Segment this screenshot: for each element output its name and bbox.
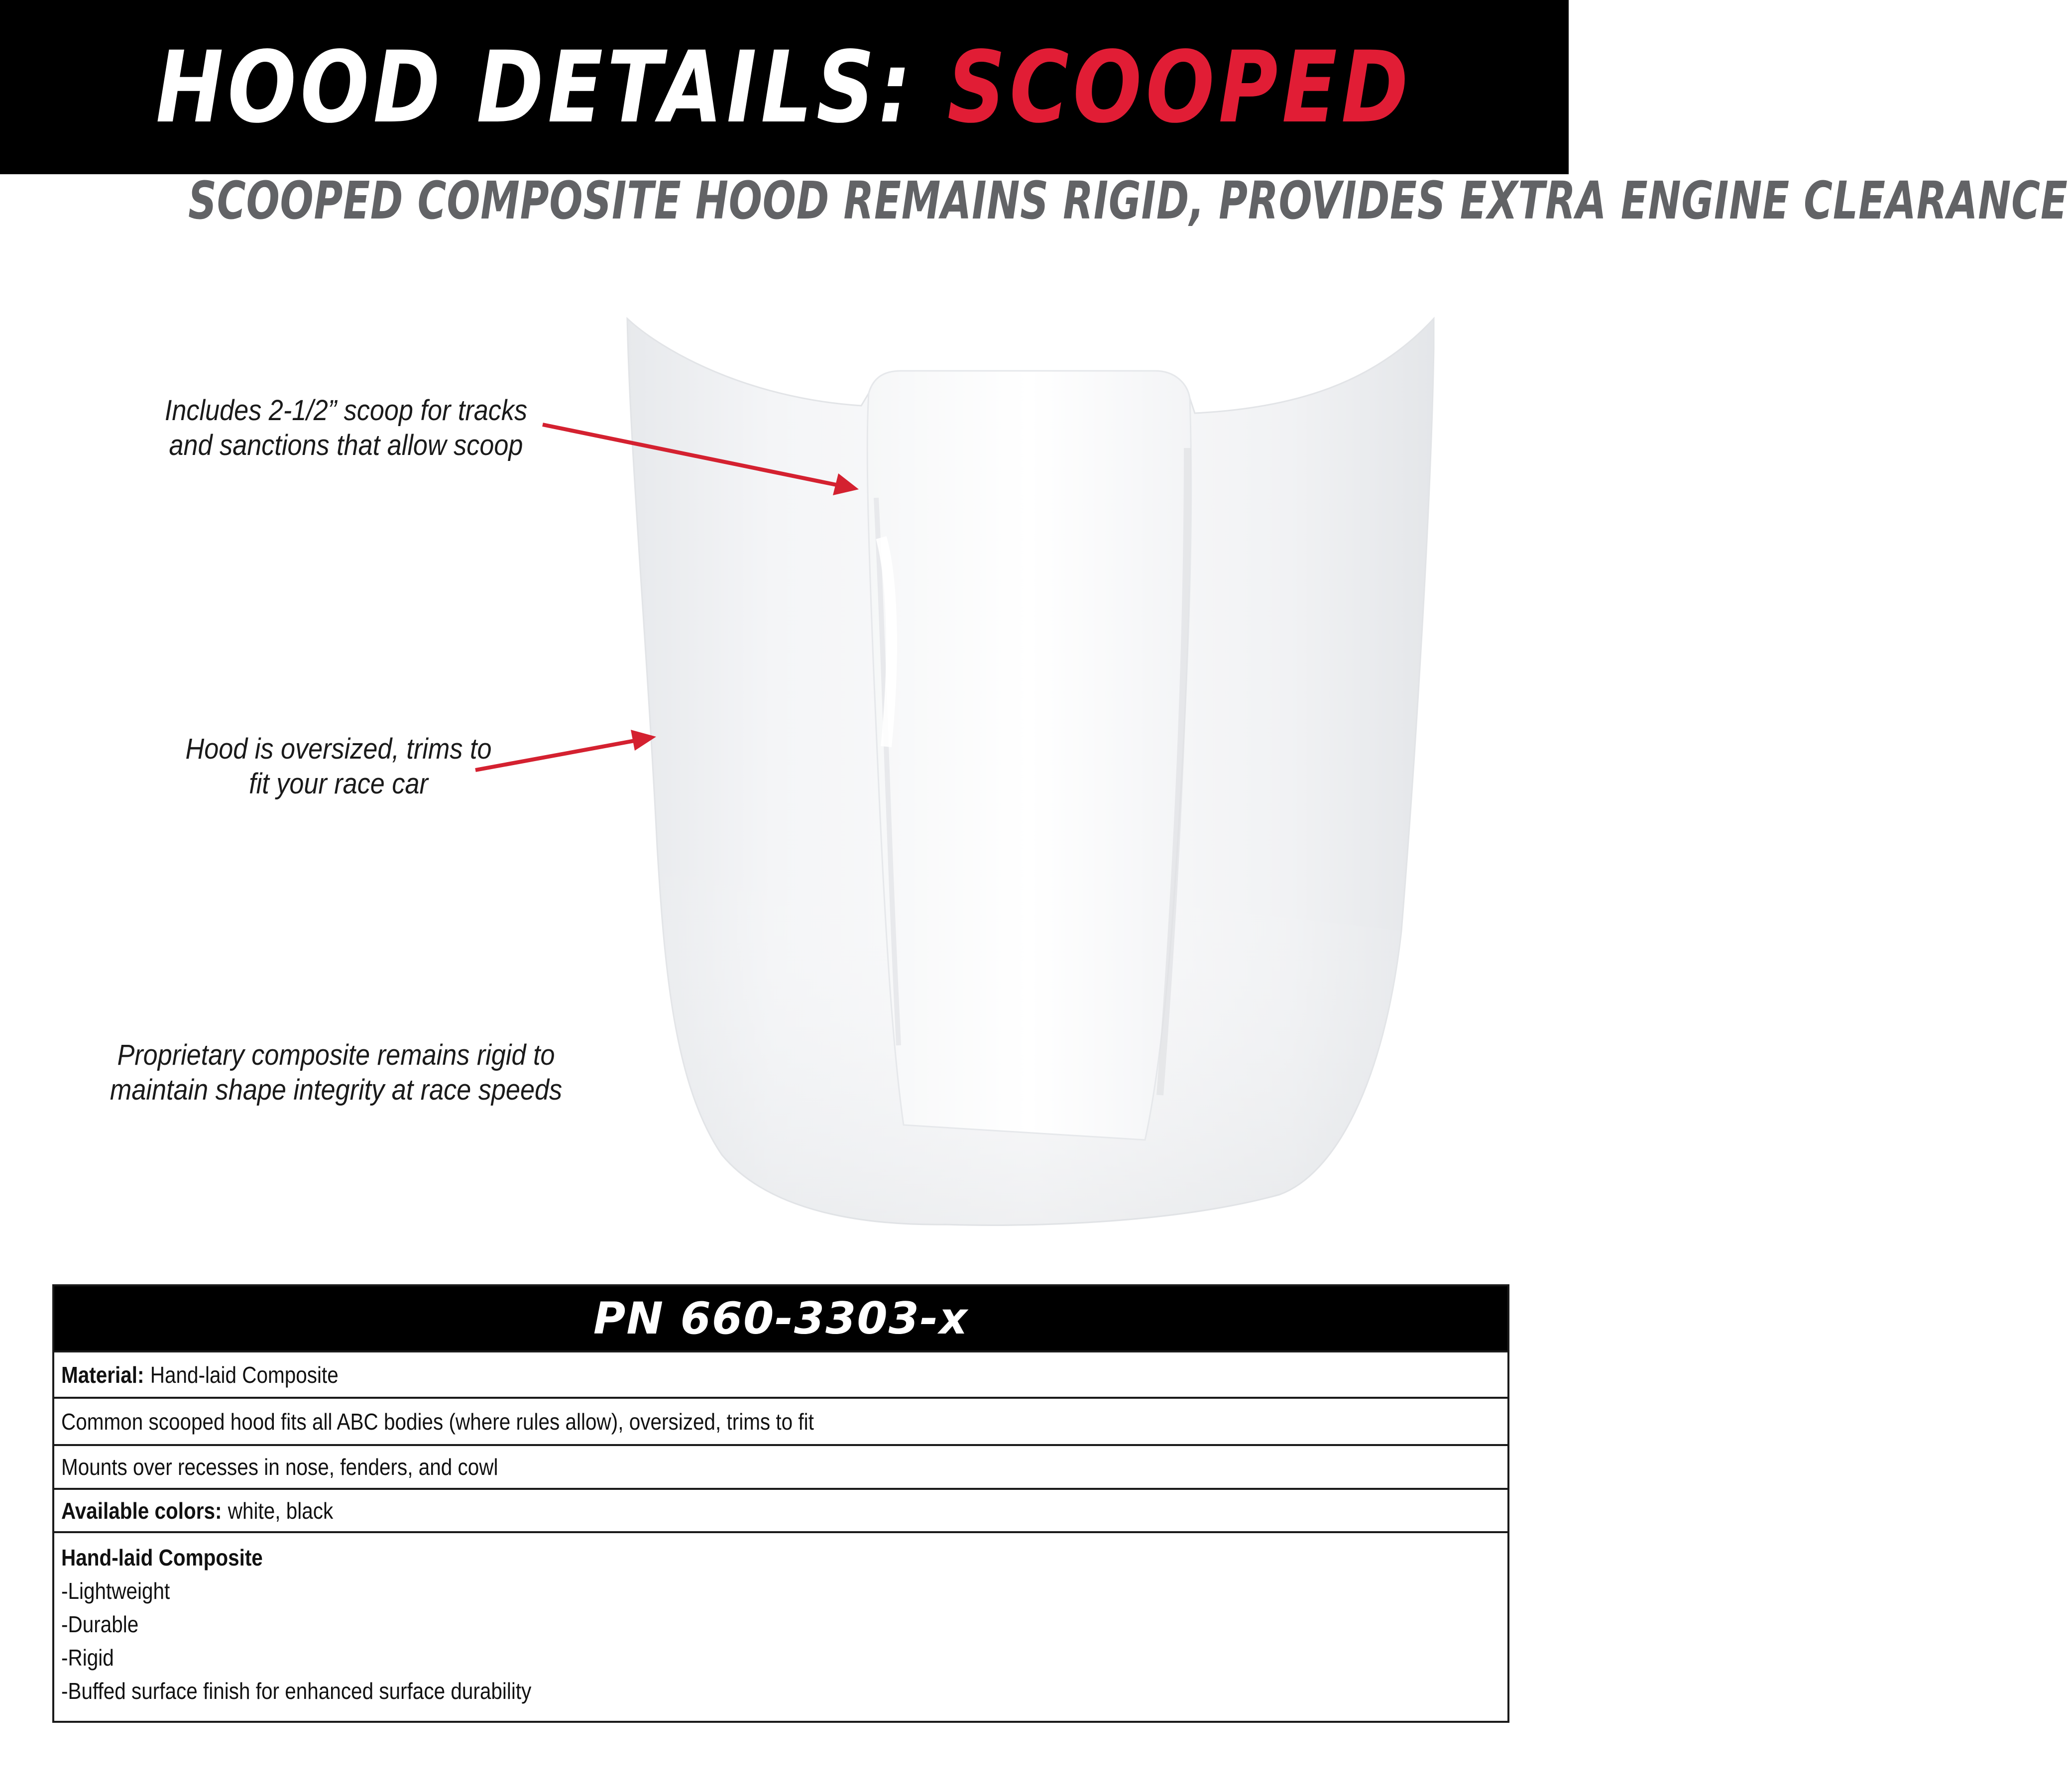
feature-list [61,1574,531,1708]
title-accent: SCOOPED [947,29,1413,145]
spec-row-fit [54,1399,1507,1446]
list-item: -Lightweight [61,1578,170,1604]
colors-label: Available colors: [61,1497,222,1524]
spec-table-header [54,1286,1507,1352]
spec-row-mounts [54,1446,1507,1490]
spec-row-colors [54,1490,1507,1533]
spec-row-material [54,1352,1507,1399]
page-subtitle: SCOOPED COMPOSITE HOOD REMAINS RIGID, PROVIDES EXTRA ENGINE CLEARANCE [188,170,2068,231]
part-number: PN 660-3303-x [593,1293,969,1344]
composite-title: Hand-laid Composite [61,1545,263,1570]
list-item: -Durable [61,1611,139,1637]
spec-table [52,1284,1509,1723]
callout-scoop-line2: and sanctions that allow scoop [169,429,523,461]
callout-oversized [115,732,563,801]
hood-scoop [867,371,1191,1140]
fit-text: Common scooped hood fits all ABC bodies (where rules allow), oversized, trims to fit [61,1408,814,1435]
material-label: Material: [61,1361,144,1388]
list-item: -Rigid [61,1645,114,1671]
list-item: -Buffed surface finish for enhanced surface durability [61,1678,532,1704]
title-prefix: HOOD DETAILS: [156,29,916,145]
callout-oversized-line1: Hood is oversized, trims to [185,733,492,765]
colors-value: white, black [228,1497,334,1524]
callout-composite-line2: maintain shape integrity at race speeds [110,1074,563,1106]
spec-row-composite [54,1533,1507,1721]
callout-scoop-line1: Includes 2-1/2” scoop for tracks [164,394,528,427]
callout-oversized-line2: fit your race car [249,768,428,800]
callout-composite-line1: Proprietary composite remains rigid to [117,1039,555,1071]
callout-composite [79,1038,594,1108]
callout-scoop [111,393,581,463]
material-value: Hand-laid Composite [150,1361,339,1388]
mount-text: Mounts over recesses in nose, fenders, and cowl [61,1454,498,1480]
